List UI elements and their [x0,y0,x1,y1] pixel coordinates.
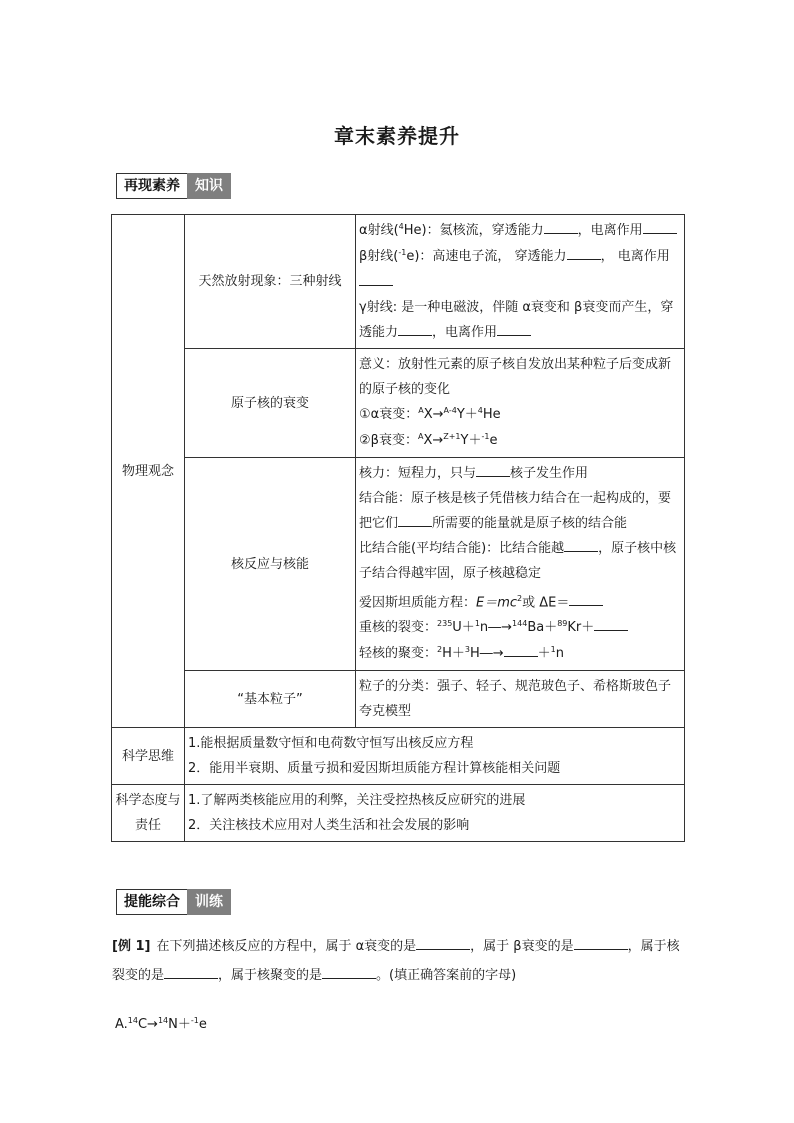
table-row [112,785,685,842]
alpha-ray-line: α射线($^4$He)：氦核流，穿透能力 ，电离作用 [359,218,681,244]
thinking-content [185,728,685,785]
table-row [112,349,685,458]
section-header-main: 再现素养 [116,173,187,199]
fusion-line: 轻核的聚变：$^2$H＋$^3$H―→ ＋$^1$n [359,641,681,667]
beta-ray-line: β射线($^{-1}$e)：高速电子流， 穿透能力 ， 电离作用 [359,244,681,295]
decay-label: 原子核的衰变 [185,349,356,458]
nuclear-force-line: 核力：短程力，只与 核子发生作用 [359,461,681,486]
answer-blank[interactable] [416,935,470,950]
answer-blank[interactable] [164,964,218,979]
radiation-label: 天然放射现象：三种射线 [185,215,356,349]
table-row [112,215,685,349]
particles-label: “基本粒子” [185,671,356,728]
thinking-label: 科学思维 [112,728,185,785]
physics-concept-label: 物理观念 [112,215,185,728]
answer-blank[interactable] [322,964,376,979]
attitude-line-2: 2．关注核技术应用对人类生活和社会发展的影响 [188,818,470,834]
nuclear-label: 核反应与核能 [185,458,356,671]
einstein-equation-line: 爱因斯坦质能方程：$E=mc^2$或 ΔE＝ [359,586,681,615]
gamma-ray-line: γ射线: 是一种电磁波，伴随 α衰变和 β衰变而产生，穿透能力 ，电离作用 [359,300,674,340]
beta-decay-equation: ②β衰变：$^A$X→$^{Z+1}$Y＋$^{-1}$e [359,432,498,448]
decay-content [356,349,685,458]
decay-meaning: 意义：放射性元素的原子核自发放出某种粒子后变成新的原子核的变化 [359,357,672,397]
table-row [112,671,685,728]
page-title: 章末素养提升 [334,124,460,148]
option-a: A.$^{14}$C→$^{14}$N＋$^{-1}$e [115,1016,207,1032]
section-header-training [116,889,231,915]
section-header-knowledge [116,173,231,199]
thinking-line-2: 2．能用半衰期、质量亏损和爱因斯坦质能方程计算核能相关问题 [188,761,561,777]
example-label: [例 1] [112,939,151,954]
answer-blank[interactable] [574,935,628,950]
table-row [112,728,685,785]
attitude-content [185,785,685,842]
thinking-line-1: 1.能根据质量数守恒和电荷数守恒写出核反应方程 [188,736,474,752]
section-header-tag: 知识 [187,173,231,199]
table-row [112,458,685,671]
radiation-content [356,215,685,349]
attitude-label: 科学态度与责任 [112,785,185,842]
section-header-tag: 训练 [187,889,231,915]
binding-energy-line: 结合能：原子核是核子凭借核力结合在一起构成的，要把它们 所需要的能量就是原子核的结合能 [359,491,672,531]
specific-binding-line: 比结合能(平均结合能)：比结合能越 ，原子核中核子结合得越牢固，原子核越稳定 [359,536,681,586]
nuclear-content [356,458,685,671]
attitude-line-1: 1.了解两类核能应用的利弊，关注受控热核反应研究的进展 [188,793,526,809]
particles-content: 粒子的分类：强子、轻子、规范玻色子、希格斯玻色子夸克模型 [356,671,685,728]
alpha-decay-equation: ①α衰变：$^A$X→$^{A-4}$Y＋$^4$He [359,406,501,422]
section-header-main: 提能综合 [116,889,187,915]
example-question: [例 1] 在下列描述核反应的方程中，属于 α衰变的是 ，属于 β衰变的是 ，属于核裂变的是 ，属于核聚变的是 。(填正确答案前的字母) [112,932,687,990]
summary-table [111,214,685,842]
fission-line: 重核的裂变：$^{235}$U＋$^1$n―→$^{144}$Ba＋$^{89}$Kr＋ [359,615,681,641]
